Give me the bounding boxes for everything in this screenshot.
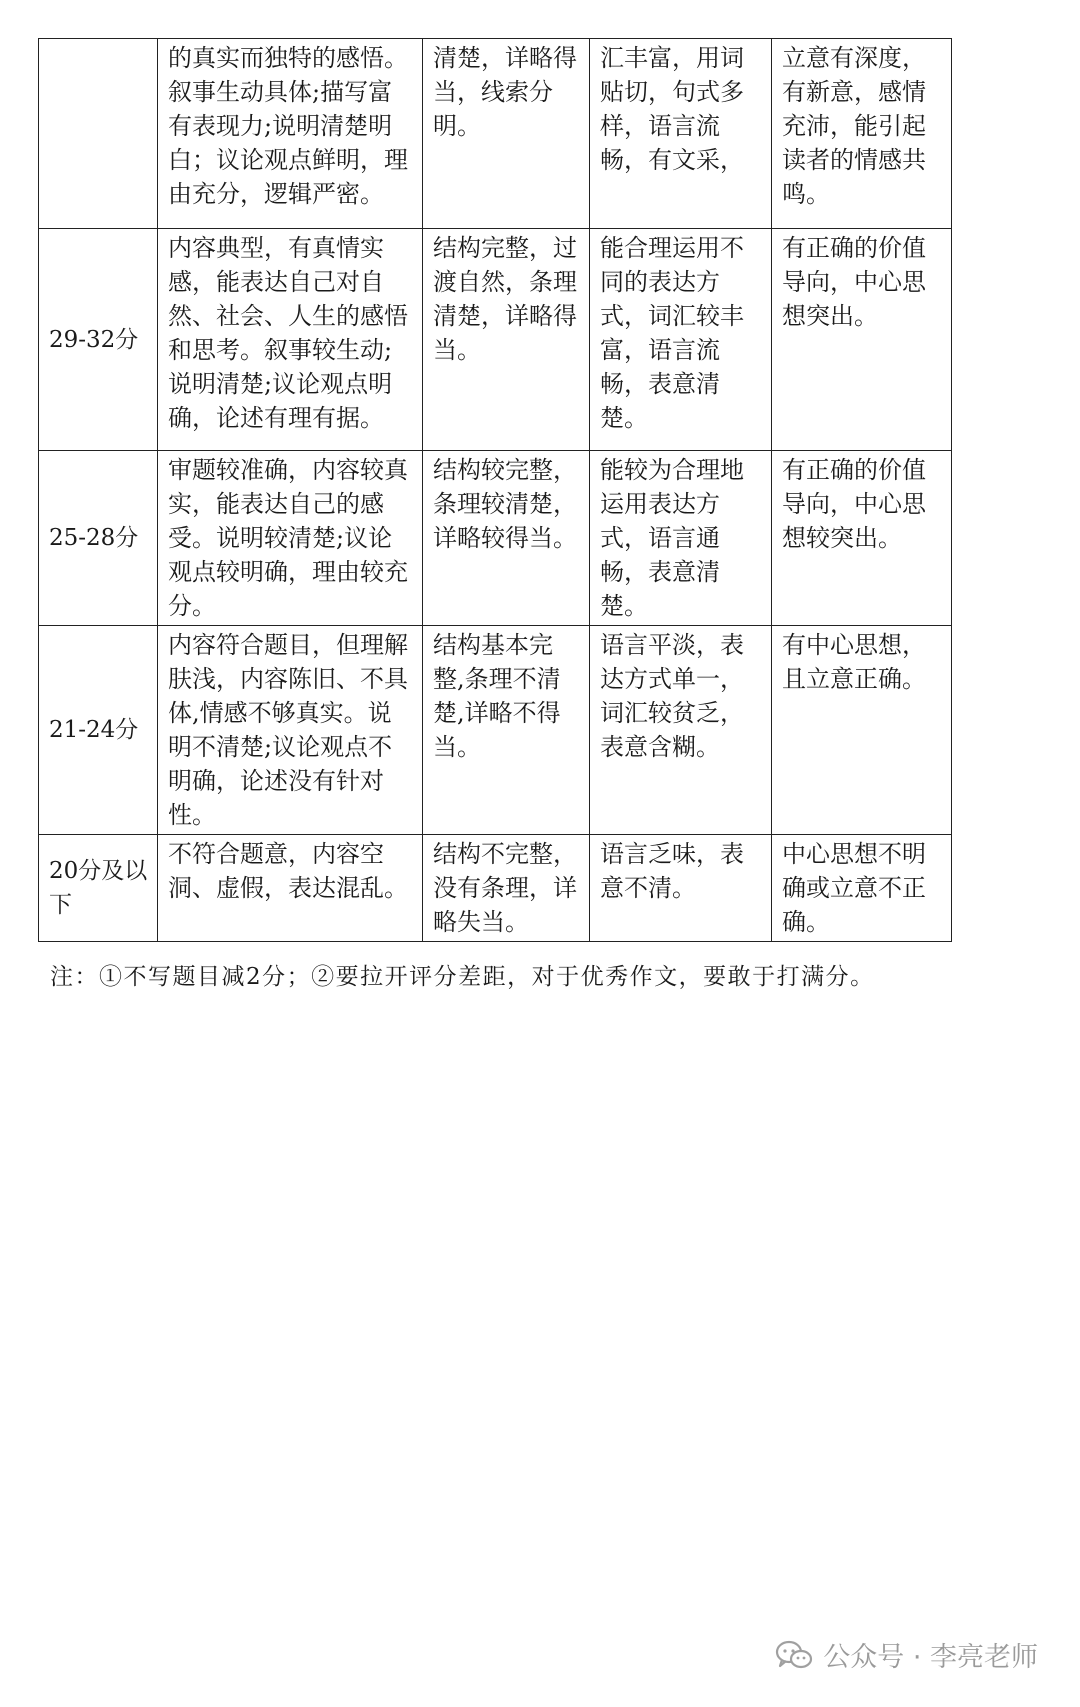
content-cell: 审题较准确，内容较真实，能表达自己的感受。说明较清楚;议论观点较明确，理由较充分。 <box>158 451 423 626</box>
language-cell: 语言乏味，表意不清。 <box>590 835 772 942</box>
theme-cell: 有正确的价值导向，中心思想突出。 <box>772 229 952 451</box>
footnote: 注：①不写题目减2分；②要拉开评分差距，对于优秀作文，要敢于打满分。 <box>50 964 875 990</box>
language-cell: 语言平淡，表达方式单一，词汇较贫乏，表意含糊。 <box>590 626 772 835</box>
table-row <box>39 229 952 451</box>
structure-cell: 结构较完整，条理较清楚，详略较得当。 <box>423 451 590 626</box>
theme-cell: 有中心思想，且立意正确。 <box>772 626 952 835</box>
score-cell: 29-32分 <box>39 229 158 451</box>
score-cell: 25-28分 <box>39 451 158 626</box>
structure-cell: 清楚，详略得当，线索分明。 <box>423 39 590 229</box>
wechat-icon <box>775 1640 813 1670</box>
language-cell: 能合理运用不同的表达方式，词汇较丰富，语言流畅，表意清楚。 <box>590 229 772 451</box>
watermark <box>775 1635 1038 1674</box>
table-row <box>39 626 952 835</box>
structure-cell: 结构不完整，没有条理，详略失当。 <box>423 835 590 942</box>
watermark-text: 公众号 · 李亮老师 <box>823 1642 1038 1673</box>
structure-cell: 结构完整，过渡自然，条理清楚，详略得当。 <box>423 229 590 451</box>
score-cell: 20分及以下 <box>39 835 158 942</box>
language-cell: 能较为合理地运用表达方式，语言通畅，表意清楚。 <box>590 451 772 626</box>
score-cell: 21-24分 <box>39 626 158 835</box>
structure-cell: 结构基本完整,条理不清楚,详略不得当。 <box>423 626 590 835</box>
theme-cell: 立意有深度，有新意，感情充沛，能引起读者的情感共鸣。 <box>772 39 952 229</box>
table-row <box>39 835 952 942</box>
content-cell: 的真实而独特的感悟。叙事生动具体;描写富有表现力;说明清楚明白；议论观点鲜明，理由充分，逻辑严密。 <box>158 39 423 229</box>
score-cell <box>39 39 158 229</box>
content-cell: 内容典型，有真情实感，能表达自己对自然、社会、人生的感悟和思考。叙事较生动;说明清楚;议论观点明确，论述有理有据。 <box>158 229 423 451</box>
theme-cell: 中心思想不明确或立意不正确。 <box>772 835 952 942</box>
scoring-rubric-table <box>38 38 952 942</box>
content-cell: 不符合题意，内容空洞、虚假，表达混乱。 <box>158 835 423 942</box>
theme-cell: 有正确的价值导向，中心思想较突出。 <box>772 451 952 626</box>
table-row <box>39 451 952 626</box>
content-cell: 内容符合题目，但理解肤浅，内容陈旧、不具体,情感不够真实。说明不清楚;议论观点不明确，论述没有针对性。 <box>158 626 423 835</box>
table-row <box>39 39 952 229</box>
language-cell: 汇丰富，用词贴切，句式多样，语言流畅，有文采， <box>590 39 772 229</box>
